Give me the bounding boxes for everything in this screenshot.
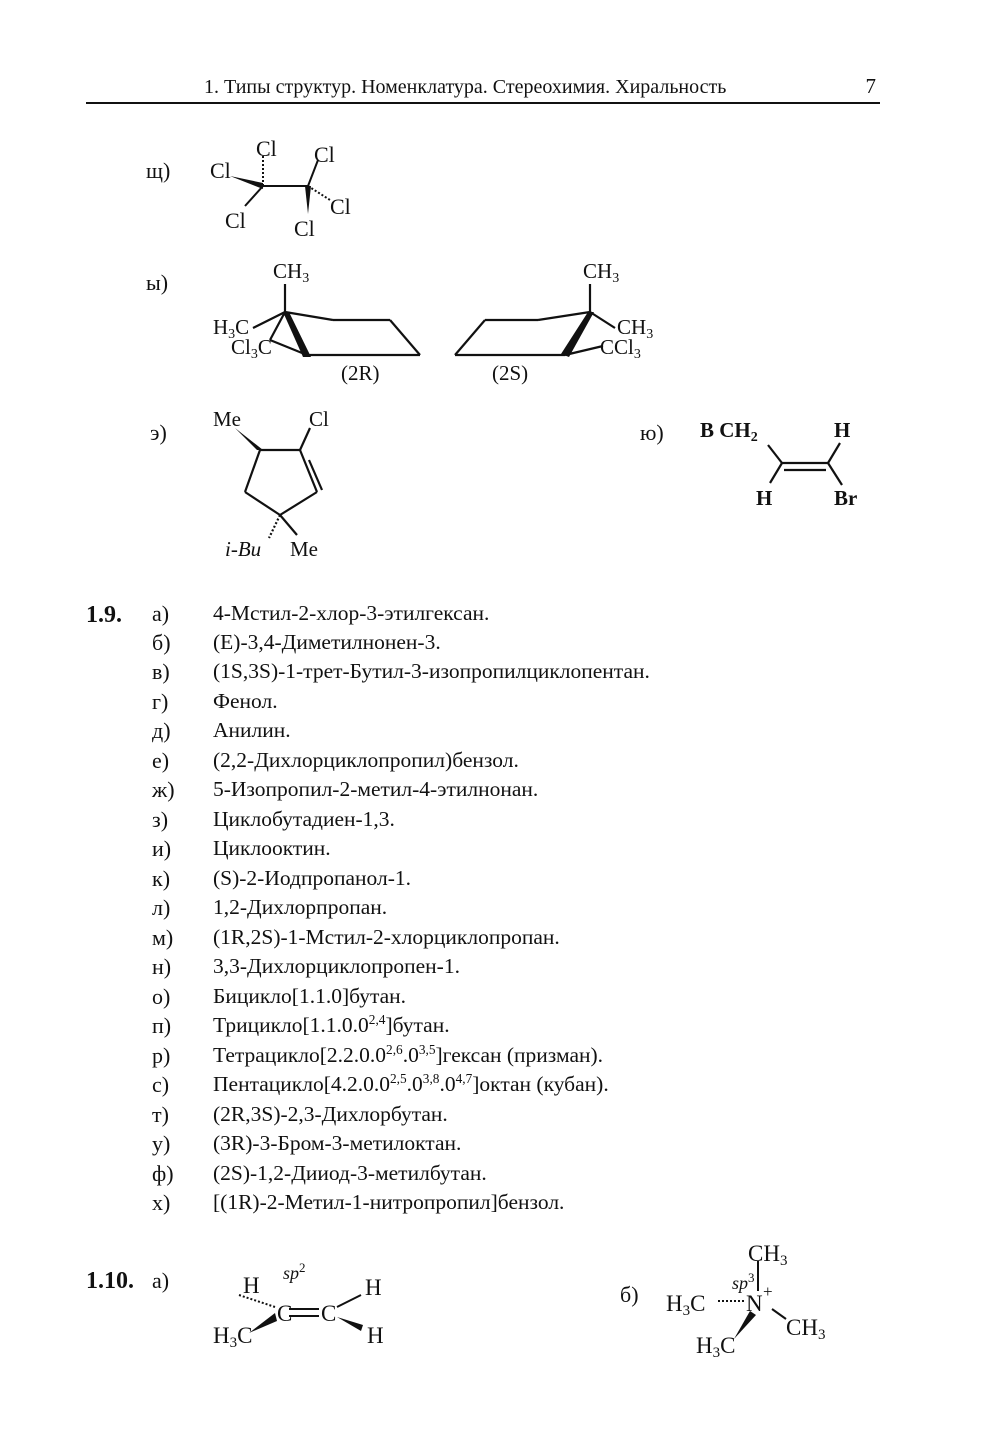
chapter-title: 1. Типы структур. Номенклатура. Стереохимия. Хиральность (204, 76, 727, 98)
structure-chairs (205, 250, 675, 390)
list-item: а) 4-Мстил-2-хлор-3-этилгексан. (152, 601, 490, 626)
svg-text:+: + (763, 1282, 773, 1301)
atom-cl: Cl (294, 216, 315, 241)
list-item: ф) (2S)-1,2-Дииод-3-метилбутан. (152, 1161, 487, 1186)
svg-text:sp3: $sp^3$ (732, 1270, 755, 1293)
list-item: у) (3R)-3-Бром-3-метилоктан. (152, 1131, 462, 1156)
structure-label-shch: щ) (146, 158, 171, 183)
structure-label-1-10-b: б) (620, 1282, 639, 1307)
problem-number-1-9: 1.9. (86, 602, 122, 628)
list-item: п) Трицикло[1.1.0.0$^{2,4}$]бутан. (152, 1011, 450, 1038)
svg-text:H: H (756, 486, 773, 510)
svg-text:C: C (321, 1301, 337, 1326)
list-item: в) (1S,3S)-1-трет-Бутил-3-изопропилциклопентан. (152, 659, 650, 684)
svg-text:B CH2: B CH2 (700, 418, 758, 445)
svg-text:H3C: H3C (213, 315, 250, 342)
structure-tetramethylammonium (660, 1235, 850, 1365)
svg-text:H3C: H3C (696, 1333, 736, 1361)
structure-cyclopentene (205, 400, 375, 565)
svg-text:CCl3: CCl3 (600, 335, 641, 362)
structure-label-e: э) (150, 420, 167, 445)
svg-text:H3C: H3C (213, 1323, 253, 1351)
svg-text:H: H (243, 1273, 260, 1298)
structure-label-y: ы) (146, 270, 169, 295)
svg-text:H3C: H3C (666, 1291, 706, 1319)
svg-text:Cl3C: Cl3C (231, 335, 272, 362)
svg-text:CH3: CH3 (786, 1315, 826, 1343)
cl: Cl (309, 407, 329, 431)
list-item: о) Бицикло[1.1.0]бутан. (152, 984, 407, 1009)
atom-cl: Cl (314, 142, 335, 167)
atom-cl: Cl (330, 194, 351, 219)
svg-text:CH3: CH3 (617, 315, 654, 342)
list-item: р) Тетрацикло[2.2.0.0$^{2,6}$.0$^{3,5}$]гексан (призман). (152, 1041, 604, 1068)
running-header (86, 72, 880, 104)
list-item: т) (2R,3S)-2,3-Дихлорбутан. (152, 1102, 448, 1127)
svg-text:N: N (746, 1291, 763, 1316)
list-item: л) 1,2-Дихлорпропан. (152, 895, 388, 920)
structure-label-yu: ю) (640, 420, 664, 445)
me-bottom: Me (290, 537, 318, 561)
svg-text:CH3: CH3 (273, 259, 310, 286)
svg-text:sp2: $sp^2$ (283, 1260, 306, 1283)
svg-text:C: C (277, 1301, 293, 1326)
page-number: 7 (865, 74, 876, 98)
list-item: н) 3,3-Дихлорциклопропен-1. (152, 954, 460, 979)
svg-text:CH3: CH3 (748, 1241, 788, 1269)
list-item: б) (E)-3,4-Диметилнонен-3. (152, 630, 441, 655)
structure-label-1-10-a: а) (152, 1268, 170, 1293)
atom-cl: Cl (210, 158, 231, 183)
list-item: е) (2,2-Дихлорциклопропил)бензол. (152, 748, 519, 773)
problem-number-1-10: 1.10. (86, 1268, 134, 1294)
list-item: и) Циклооктин. (152, 836, 331, 861)
structure-vinyl (700, 405, 880, 515)
list-item: с) Пентацикло[4.2.0.0$^{2,5}$.0$^{3,8}$.0$^{4,7}$]октан (кубан). (152, 1070, 609, 1097)
atom-cl: Cl (225, 208, 246, 233)
list-item: з) Циклобутадиен-1,3. (152, 807, 395, 832)
list-item: д) Анилин. (152, 718, 291, 743)
list-item: к) (S)-2-Иодпропанол-1. (152, 866, 411, 891)
svg-text:H: H (367, 1323, 384, 1348)
structure-hexachloroethane (200, 130, 380, 240)
me-top: Me (213, 407, 241, 431)
svg-text:Br: Br (834, 486, 858, 510)
svg-text:H: H (834, 418, 851, 442)
list-item: х) [(1R)-2-Метил-1-нитропропил]бензол. (152, 1190, 565, 1215)
ibu: i-Bu (225, 537, 262, 561)
list-item: м) (1R,2S)-1-Мстил-2-хлорциклопропан. (152, 925, 560, 950)
structure-propene (205, 1255, 415, 1365)
list-item: г) Фенол. (152, 689, 278, 714)
list-item: ж) 5-Изопропил-2-метил-4-этилнонан. (152, 777, 539, 802)
svg-text:H: H (365, 1275, 382, 1300)
svg-text:(2S): (2S) (492, 361, 529, 385)
atom-cl: Cl (256, 136, 277, 161)
svg-text:CH3: CH3 (583, 259, 620, 286)
svg-text:(2R): (2R) (341, 361, 380, 385)
